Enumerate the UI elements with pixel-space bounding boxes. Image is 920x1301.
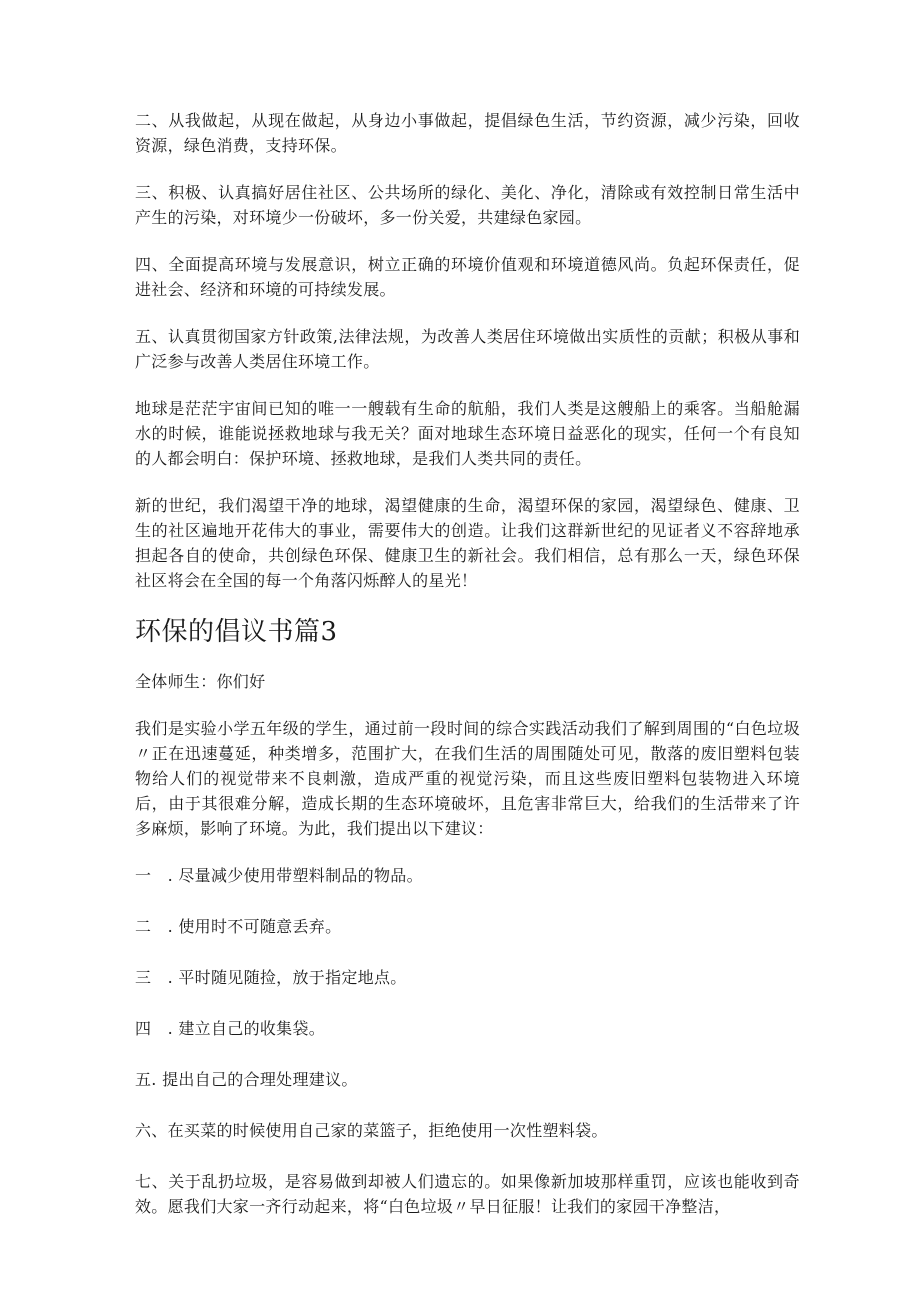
paragraph: 地球是茫茫宇宙间已知的唯一一艘载有生命的航船，我们人类是这艘船上的乘客。当船舱漏水的时候，谁能说拯救地球与我无关？面对地球生态环境日益恶化的现实，任何一个有良知的人都会明白：保护环境、拯救地球，是我们人类共同的责任。 — [135, 399, 800, 468]
list-item: 五. 提出自己的合理处理建议。 — [135, 1070, 358, 1089]
closing-paragraph: 七、关于乱扔垃圾，是容易做到却被人们遗忘的。如果像新加坡那样重罚，应该也能收到奇效。愿我们大家一齐行动起来，将“白色垃圾〃早日征服！让我们的家园干净整洁， — [135, 1172, 800, 1216]
section-heading: 环保的倡议书篇3 — [135, 617, 338, 647]
document-page — [135, 108, 800, 1241]
list-item: 四 . 建立自己的收集袋。 — [135, 1019, 326, 1038]
list-item: 一 . 尽量减少使用带塑料制品的物品。 — [135, 866, 423, 885]
paragraph: 二、从我做起，从现在做起，从身边小事做起，提倡绿色生活，节约资源，减少污染，回收资源，绿色消费，支持环保。 — [135, 111, 800, 155]
paragraph: 新的世纪，我们渴望干净的地球，渴望健康的生命，渴望环保的家园，渴望绿色、健康、卫生的社区遍地开花伟大的事业，需要伟大的创造。让我们这群新世纪的见证者义不容辞地承担起各自的使命，共创绿色环保、健康卫生的新社会。我们相信，总有那么一天，绿色环保社区将会在全国的每一个角落闪烁醉人的星光！ — [135, 496, 800, 590]
paragraph: 四、全面提高环境与发展意识，树立正确的环境价值观和环境道德风尚。负起环保责任，促进社会、经济和环境的可持续发展。 — [135, 255, 800, 299]
intro-paragraph: 我们是实验小学五年级的学生，通过前一段时间的综合实践活动我们了解到周围的“白色垃圾〃正在迅速蔓延，种类增多，范围扩大，在我们生活的周围随处可见，散落的废旧塑料包装物给人们的视觉带来不良刺激，造成严重的视觉污染，而且这些废旧塑料包装物进入环境后，由于其很难分解，造成长期的生态环境破坏，且危害非常巨大，给我们的生活带来了许多麻烦，影响了环境。为此，我们提出以下建议： — [135, 719, 800, 838]
paragraph: 五、认真贯彻国家方针政策,法律法规，为改善人类居住环境做出实质性的贡献；积极从事和广泛参与改善人类居住环境工作。 — [135, 327, 800, 371]
paragraph: 三、积极、认真搞好居住社区、公共场所的绿化、美化、净化，清除或有效控制日常生活中产生的污染，对环境少一份破坏，多一份关爱，共建绿色家园。 — [135, 183, 800, 227]
list-item: 六、在买菜的时候使用自己家的菜篮子，拒绝使用一次性塑料袋。 — [135, 1121, 608, 1140]
list-item: 二 . 使用时不可随意丢弃。 — [135, 917, 342, 936]
greeting: 全体师生：你们好 — [135, 672, 266, 691]
list-item: 三 . 平时随见随捡，放于指定地点。 — [135, 968, 407, 987]
